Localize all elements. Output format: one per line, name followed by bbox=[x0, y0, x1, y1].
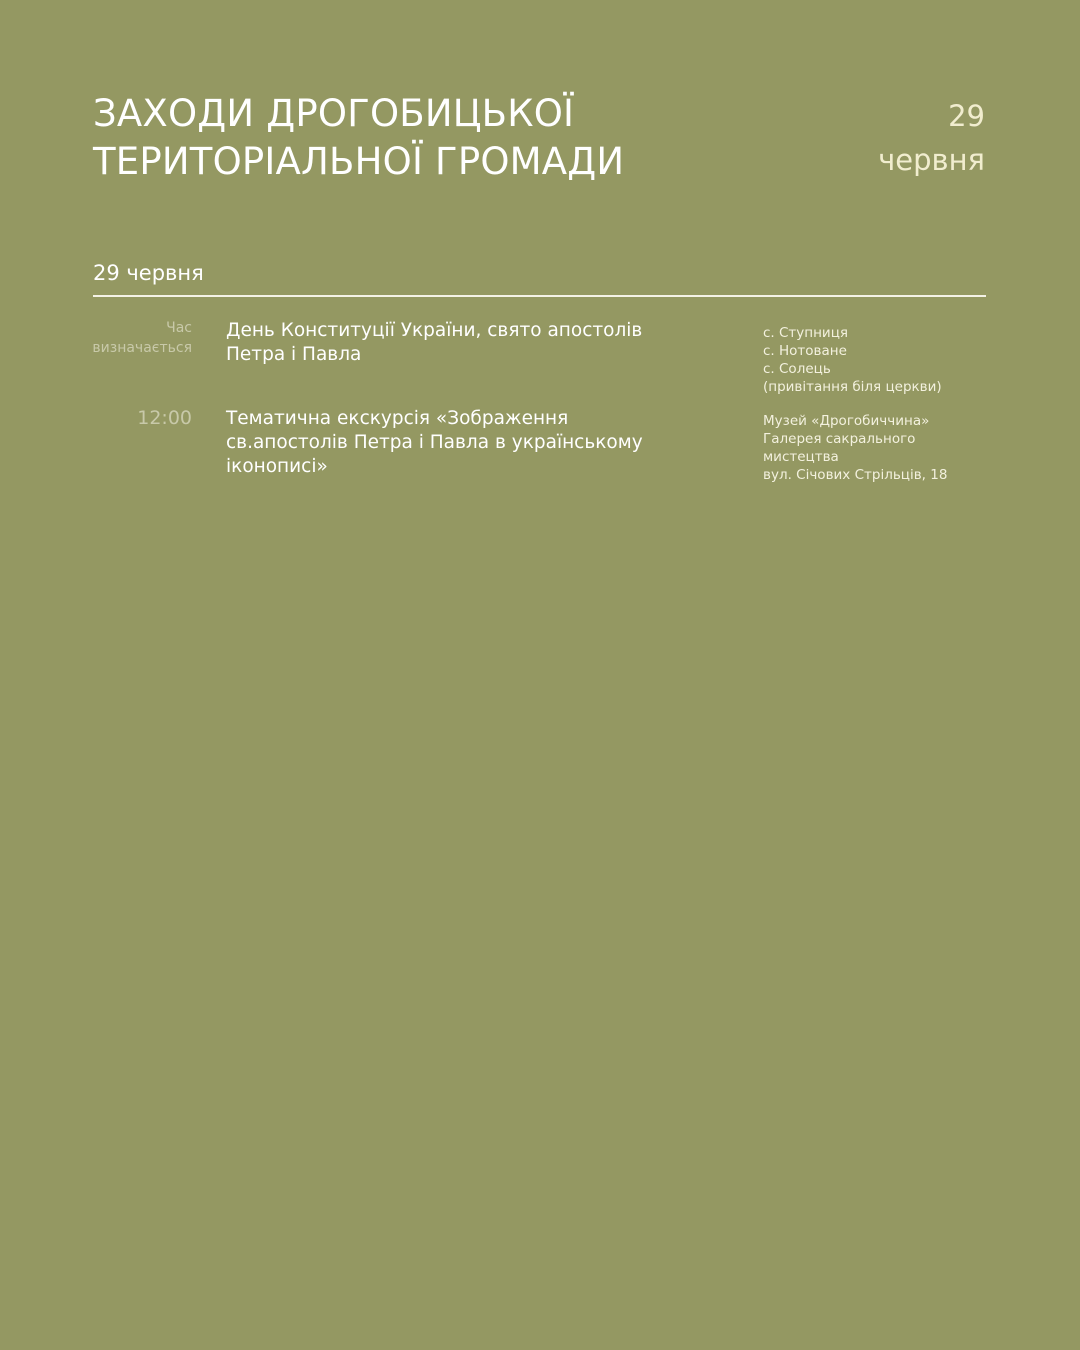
event-location-line: вул. Січових Стрільців, 18 bbox=[763, 467, 948, 483]
event-time-line-1: Час bbox=[166, 320, 192, 336]
event-title-line: св.апостолів Петра і Павла в українському bbox=[226, 432, 643, 453]
event-time: 12:00 bbox=[137, 407, 192, 429]
event-title-line: іконописі» bbox=[226, 456, 328, 477]
event-location-line: с. Нотоване bbox=[763, 343, 847, 359]
event-location bbox=[763, 324, 993, 396]
section-date-heading: 29 червня bbox=[93, 261, 204, 285]
header-date bbox=[878, 94, 985, 182]
event-title bbox=[226, 407, 696, 479]
event-location-line: (привітання біля церкви) bbox=[763, 379, 942, 395]
event-location-line: Музей «Дрогобиччина» bbox=[763, 413, 930, 429]
event-location-line: мистецтва bbox=[763, 449, 839, 465]
event-title-line: Петра і Павла bbox=[226, 344, 362, 365]
event-title-line: День Конституції України, свято апостолів bbox=[226, 320, 643, 341]
page-title bbox=[93, 90, 624, 186]
event-location-line: с. Солець bbox=[763, 361, 831, 377]
event-time-line-2: визначається bbox=[92, 340, 192, 356]
event-location-line: Галерея сакрального bbox=[763, 431, 916, 447]
event-title-line: Тематична екскурсія «Зображення bbox=[226, 408, 569, 429]
event-time bbox=[92, 318, 192, 358]
event-location bbox=[763, 412, 993, 484]
event-title bbox=[226, 319, 696, 367]
section-divider bbox=[93, 295, 986, 297]
page-title-line-2: ТЕРИТОРІАЛЬНОЇ ГРОМАДИ bbox=[93, 140, 625, 183]
event-location-line: с. Ступниця bbox=[763, 325, 849, 341]
page-title-line-1: ЗАХОДИ ДРОГОБИЦЬКОЇ bbox=[93, 92, 575, 135]
header-date-day: 29 bbox=[948, 99, 985, 133]
header-date-month: червня bbox=[878, 143, 985, 177]
